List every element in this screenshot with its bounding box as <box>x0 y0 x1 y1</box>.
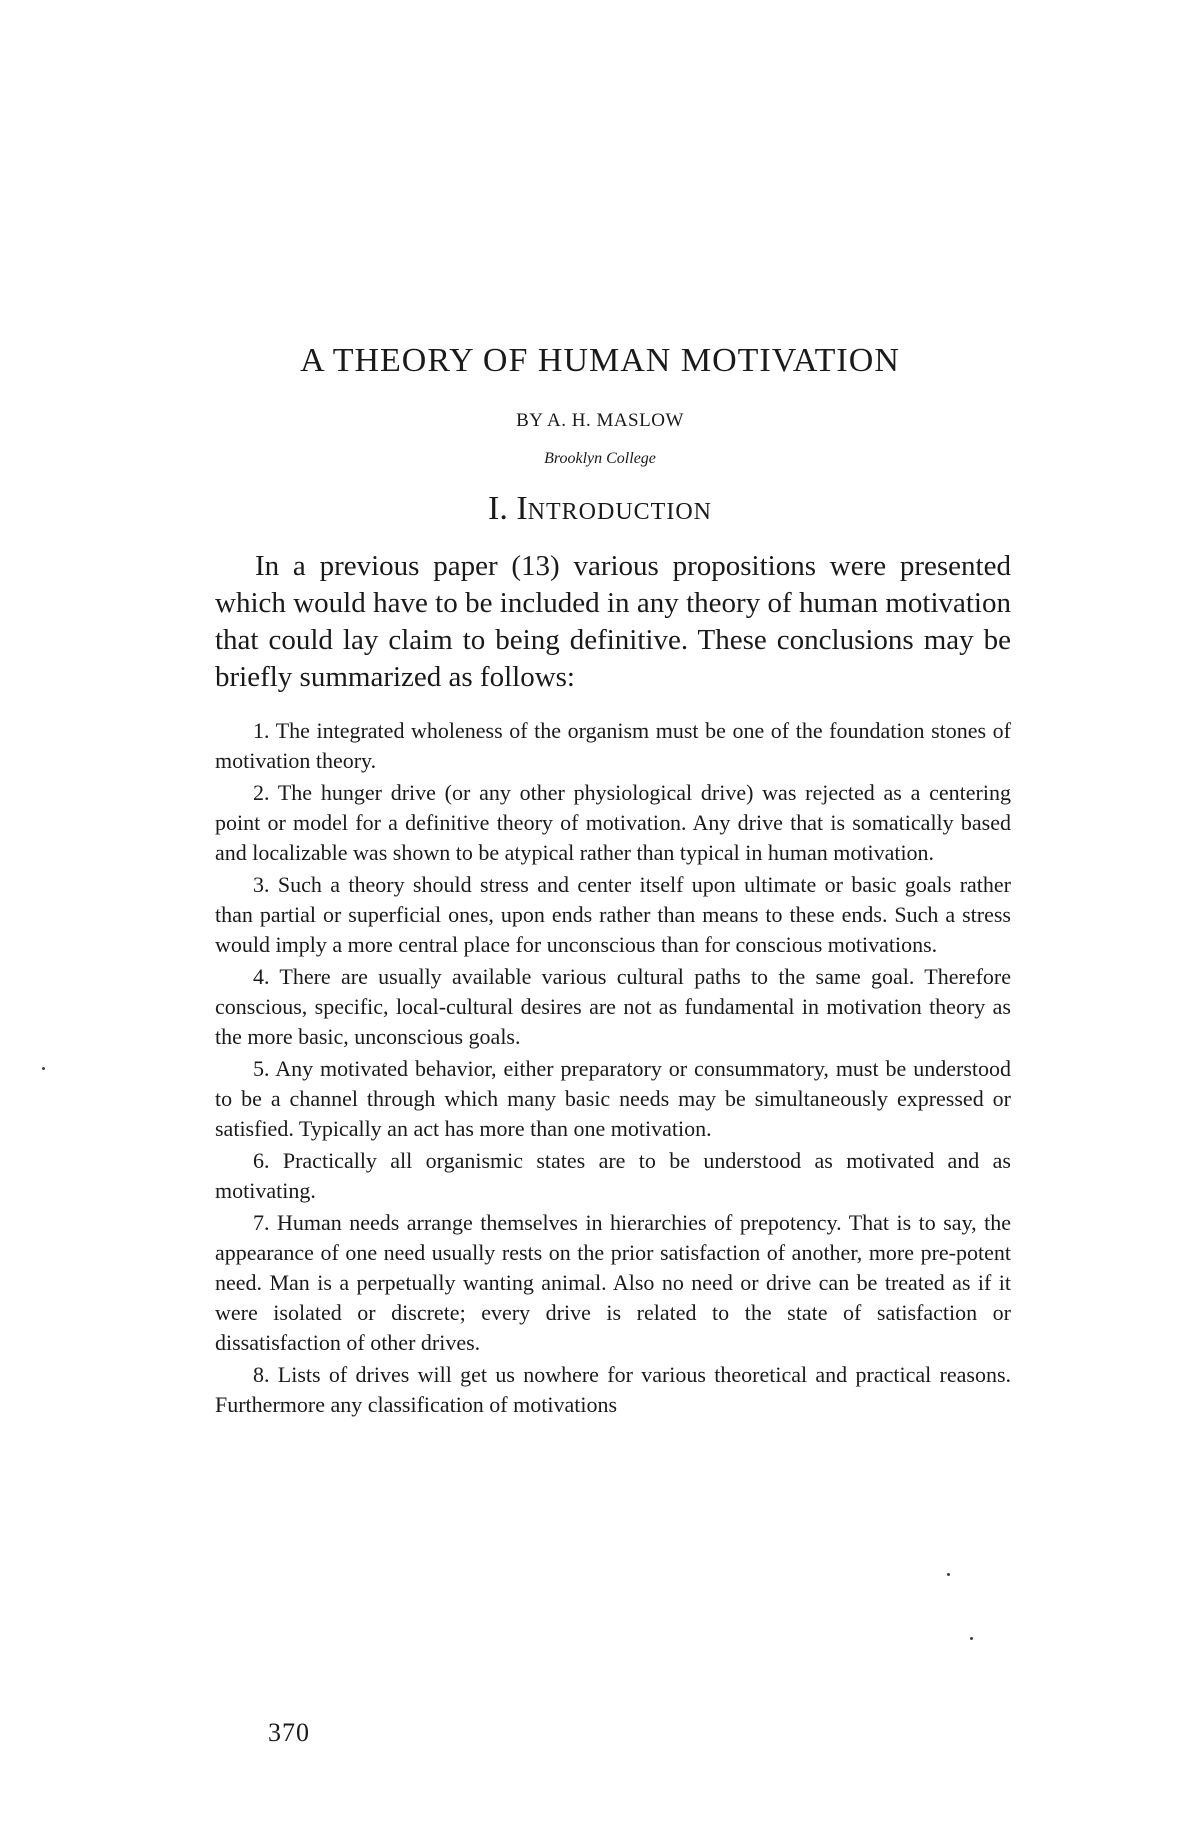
author-byline: BY A. H. MASLOW <box>516 410 684 431</box>
section-heading <box>0 490 1200 528</box>
scan-speck <box>970 1637 973 1640</box>
section-numeral: I. <box>488 490 508 527</box>
list-item: 8. Lists of drives will get us nowhere for various theoretical and practical reasons. Furthermore any classification of motivations <box>215 1362 1011 1417</box>
page-number: 370 <box>268 1718 310 1747</box>
list-item: 1. The integrated wholeness of the organism must be one of the foundation stones of motivation theory. <box>215 718 1011 773</box>
article-title: A THEORY OF HUMAN MOTIVATION <box>300 342 900 379</box>
section-title-rest: NTRODUCTION <box>527 499 712 525</box>
list-item: 6. Practically all organismic states are to be understood as motivated and as motivating. <box>215 1148 1011 1203</box>
author-affiliation: Brooklyn College <box>544 450 656 467</box>
scan-speck <box>947 1573 950 1576</box>
section-initial: I <box>516 490 528 527</box>
intro-paragraph: In a previous paper (13) various propositions were presented which would have to be included in any theory of human motivation that could lay claim to being definitive. These conclusions may be briefly summarized as follows: <box>215 550 1011 693</box>
list-item: 3. Such a theory should stress and center itself upon ultimate or basic goals rather than partial or superficial ones, upon ends rather than means to these ends. Such a stress would imply a more central place for unconscious than for conscious motivations. <box>215 872 1011 957</box>
propositions-list <box>215 716 1011 1422</box>
list-item: 7. Human needs arrange themselves in hierarchies of prepotency. That is to say, the appearance of one need usually rests on the prior satisfaction of another, more pre-potent need. Man is a perpetually wanting animal. Also no need or drive can be treated as if it were isolated or discrete; every drive is related to the state of satisfaction or dissatisfaction of other drives. <box>215 1210 1011 1355</box>
list-item: 2. The hunger drive (or any other physiological drive) was rejected as a centering point or model for a definitive theory of motivation. Any drive that is somatically based and localizable was shown to be atypical rather than typical in human motivation. <box>215 780 1011 865</box>
list-item: 5. Any motivated behavior, either preparatory or consummatory, must be understood to be a channel through which many basic needs may be simultaneously expressed or satisfied. Typically an act has more than one motivation. <box>215 1056 1011 1141</box>
scan-speck <box>42 1067 45 1070</box>
list-item: 4. There are usually available various cultural paths to the same goal. Therefore conscious, specific, local-cultural desires are not as fundamental in motivation theory as the more basic, unconscious goals. <box>215 964 1011 1049</box>
